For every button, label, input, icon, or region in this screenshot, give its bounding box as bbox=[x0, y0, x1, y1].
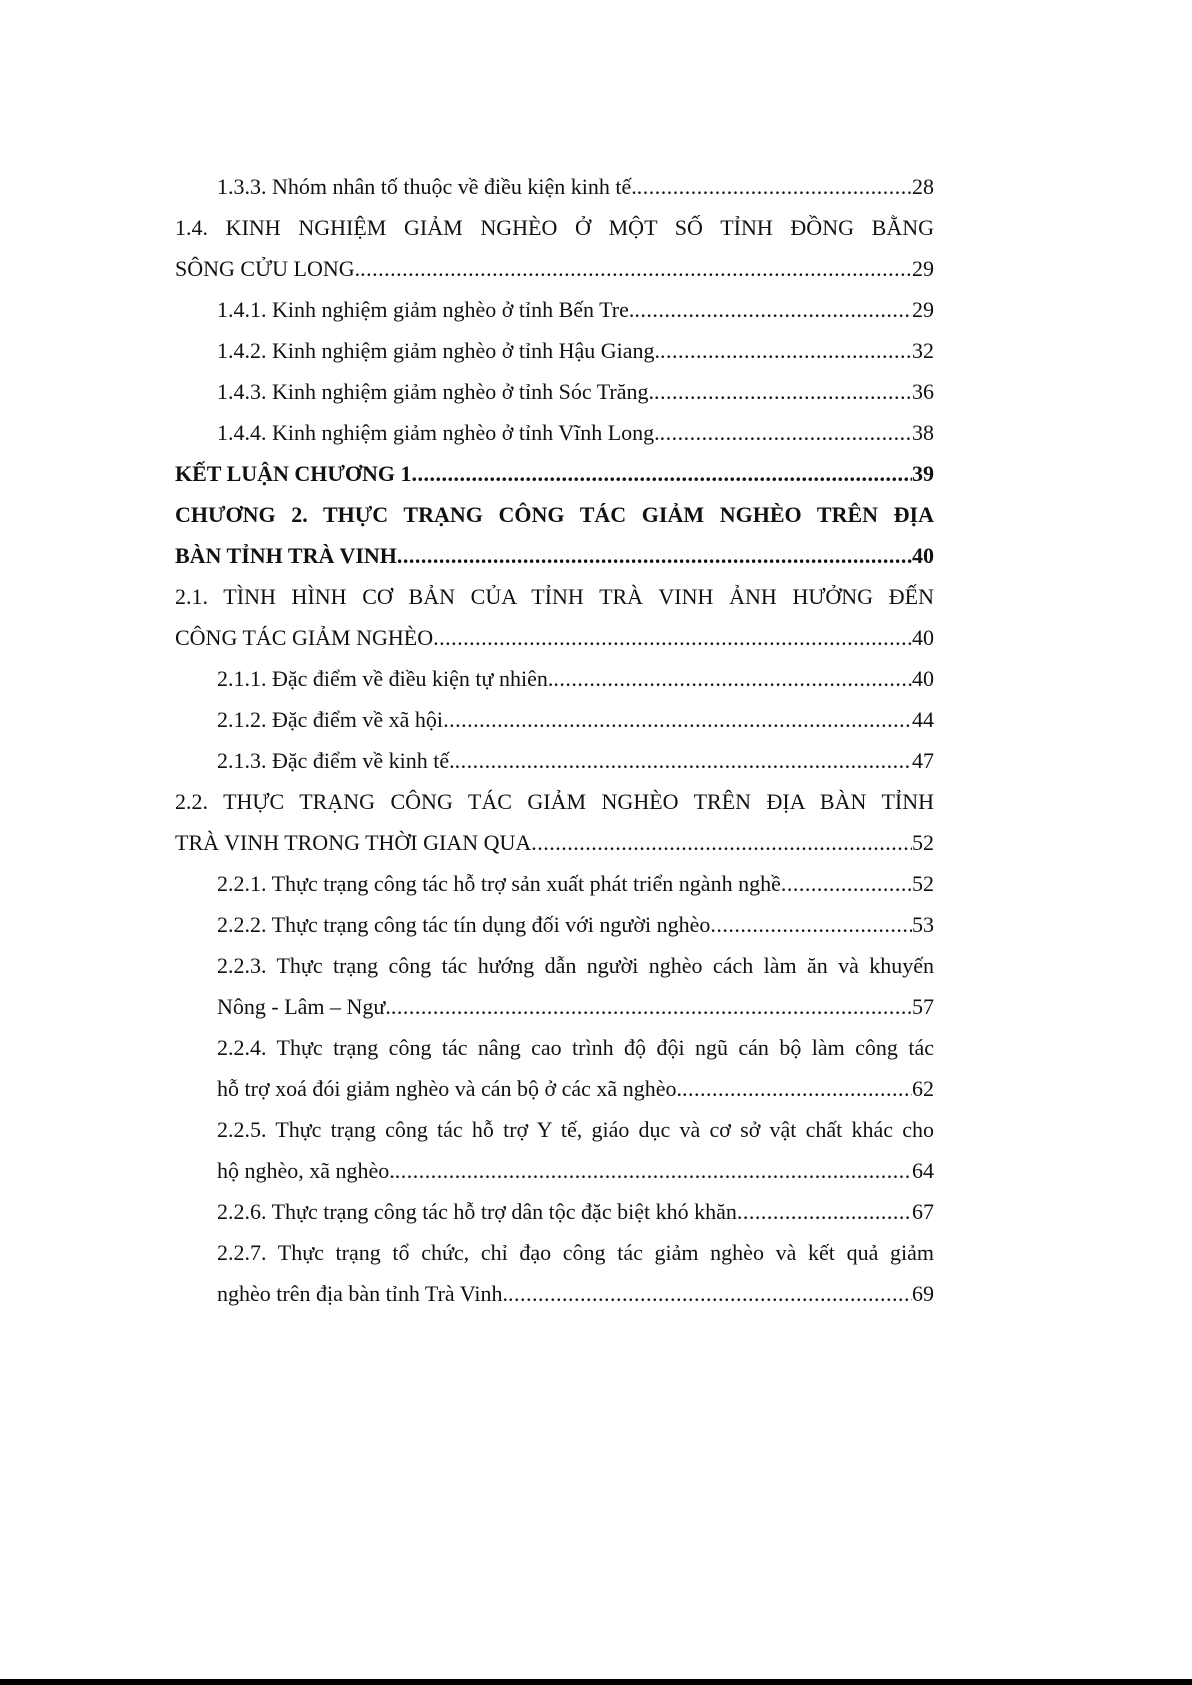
toc-entry bbox=[175, 1232, 934, 1273]
dot-leader bbox=[391, 986, 912, 1027]
toc-entry bbox=[175, 453, 934, 494]
toc-entry-page-number: 53 bbox=[912, 912, 934, 937]
toc-entry bbox=[175, 945, 934, 986]
toc-entry bbox=[175, 863, 934, 904]
toc-entry-page-number: 52 bbox=[912, 830, 934, 855]
toc-entry bbox=[175, 166, 934, 207]
toc-entry bbox=[175, 371, 934, 412]
toc-entry-page-number: 57 bbox=[912, 994, 934, 1019]
toc-entry-page-number: 28 bbox=[912, 174, 934, 199]
toc-entry-title: hỗ trợ xoá đói giảm nghèo và cán bộ ở các xã nghèo. bbox=[217, 1076, 682, 1101]
toc-entry-title: 2.2.6. Thực trạng công tác hỗ trợ dân tộc đặc biệt khó khăn bbox=[217, 1199, 737, 1224]
toc-entry bbox=[175, 576, 934, 617]
toc-entry-page-number: 40 bbox=[912, 543, 934, 568]
toc-entry bbox=[175, 781, 934, 822]
toc-entry bbox=[175, 330, 934, 371]
toc-entry-page-number: 69 bbox=[912, 1281, 934, 1306]
toc-entry-title: BÀN TỈNH TRÀ VINH bbox=[175, 543, 397, 568]
toc-entry bbox=[175, 1273, 934, 1314]
dot-leader bbox=[710, 904, 912, 945]
toc-entry-title: hộ nghèo, xã nghèo. bbox=[217, 1158, 395, 1183]
dot-leader bbox=[443, 699, 912, 740]
toc-entry-title: 1.4. KINH NGHIỆM GIẢM NGHÈO Ở MỘT SỐ TỈNH ĐỒNG BẰNG bbox=[175, 215, 934, 240]
toc-entry-title: TRÀ VINH TRONG THỜI GIAN QUA bbox=[175, 830, 532, 855]
toc-entry bbox=[175, 740, 934, 781]
toc-entry-title: 1.4.4. Kinh nghiệm giảm nghèo ở tỉnh Vĩnh Long. bbox=[217, 420, 660, 445]
toc-entry-page-number: 62 bbox=[912, 1076, 934, 1101]
toc-entry bbox=[175, 1068, 934, 1109]
toc-entry-title: 2.2. THỰC TRẠNG CÔNG TÁC GIẢM NGHÈO TRÊN ĐỊA BÀN TỈNH bbox=[175, 789, 934, 814]
toc-entry-title: 1.4.2. Kinh nghiệm giảm nghèo ở tỉnh Hậu Giang. bbox=[217, 338, 661, 363]
toc-entry-title: 2.2.1. Thực trạng công tác hỗ trợ sản xuất phát triển ngành nghề bbox=[217, 871, 781, 896]
toc-entry bbox=[175, 617, 934, 658]
toc-entry bbox=[175, 412, 934, 453]
toc-entry bbox=[175, 822, 934, 863]
dot-leader bbox=[637, 166, 912, 207]
toc-entry bbox=[175, 1027, 934, 1068]
dot-leader bbox=[682, 1068, 912, 1109]
toc-entry-title: CÔNG TÁC GIẢM NGHÈO bbox=[175, 625, 434, 650]
dot-leader bbox=[360, 248, 912, 289]
toc-entry-title: 2.1.3. Đặc điểm về kinh tế. bbox=[217, 748, 455, 773]
toc-entry-page-number: 64 bbox=[912, 1158, 934, 1183]
toc-entry bbox=[175, 494, 934, 535]
dot-leader bbox=[508, 1273, 912, 1314]
bottom-edge-rule bbox=[0, 1679, 1192, 1685]
toc-entry-page-number: 52 bbox=[912, 871, 934, 896]
toc-entry-page-number: 67 bbox=[912, 1199, 934, 1224]
toc-entry-page-number: 36 bbox=[912, 379, 934, 404]
toc-entry bbox=[175, 904, 934, 945]
dot-leader bbox=[455, 740, 912, 781]
toc-entry-title: 2.2.4. Thực trạng công tác nâng cao trình độ đội ngũ cán bộ làm công tác bbox=[217, 1035, 934, 1060]
toc-entry bbox=[175, 1150, 934, 1191]
toc-entry-page-number: 29 bbox=[912, 297, 934, 322]
toc-entry bbox=[175, 289, 934, 330]
toc-entry-title: KẾT LUẬN CHƯƠNG 1 bbox=[175, 461, 412, 486]
toc-entry-page-number: 47 bbox=[912, 748, 934, 773]
toc-entry-page-number: 38 bbox=[912, 420, 934, 445]
dot-leader bbox=[412, 453, 912, 494]
toc-entry-title: Nông - Lâm – Ngư. bbox=[217, 994, 391, 1019]
toc-entry bbox=[175, 207, 934, 248]
toc-entry bbox=[175, 1109, 934, 1150]
toc-entry bbox=[175, 699, 934, 740]
toc-entry-title: SÔNG CỬU LONG. bbox=[175, 256, 361, 281]
toc-entry bbox=[175, 658, 934, 699]
toc-entry-page-number: 40 bbox=[912, 666, 934, 691]
toc-entry-page-number: 44 bbox=[912, 707, 934, 732]
toc-entry-page-number: 40 bbox=[912, 625, 934, 650]
table-of-contents bbox=[175, 166, 934, 1314]
toc-entry bbox=[175, 248, 934, 289]
toc-entry bbox=[175, 1191, 934, 1232]
dot-leader bbox=[397, 535, 912, 576]
toc-entry-title: 2.2.7. Thực trạng tổ chức, chỉ đạo công tác giảm nghèo và kết quả giảm bbox=[217, 1240, 934, 1265]
dot-leader bbox=[433, 617, 912, 658]
toc-entry-page-number: 39 bbox=[912, 461, 934, 486]
dot-leader bbox=[737, 1191, 912, 1232]
toc-entry bbox=[175, 986, 934, 1027]
toc-entry-title: nghèo trên địa bàn tỉnh Trà Vinh. bbox=[217, 1281, 508, 1306]
toc-entry-title: 2.2.2. Thực trạng công tác tín dụng đối với người nghèo bbox=[217, 912, 711, 937]
toc-entry-page-number: 32 bbox=[912, 338, 934, 363]
toc-entry-title: 2.1. TÌNH HÌNH CƠ BẢN CỦA TỈNH TRÀ VINH ẢNH HƯỞNG ĐẾN bbox=[175, 584, 934, 609]
toc-entry-title: 1.4.3. Kinh nghiệm giảm nghèo ở tỉnh Sóc Trăng. bbox=[217, 379, 654, 404]
toc-entry-page-number: 29 bbox=[912, 256, 934, 281]
dot-leader bbox=[781, 863, 912, 904]
toc-entry-title: 2.1.1. Đặc điểm về điều kiện tự nhiên. bbox=[217, 666, 554, 691]
dot-leader bbox=[654, 371, 912, 412]
dot-leader bbox=[660, 330, 912, 371]
toc-entry-title: 2.1.2. Đặc điểm về xã hội bbox=[217, 707, 444, 732]
dot-leader bbox=[634, 289, 912, 330]
toc-entry-title: 1.3.3. Nhóm nhân tố thuộc về điều kiện kinh tế. bbox=[217, 174, 637, 199]
toc-entry-title: 1.4.1. Kinh nghiệm giảm nghèo ở tỉnh Bến Tre. bbox=[217, 297, 635, 322]
dot-leader bbox=[395, 1150, 912, 1191]
toc-entry bbox=[175, 535, 934, 576]
dot-leader bbox=[531, 822, 912, 863]
toc-entry-title: 2.2.5. Thực trạng công tác hỗ trợ Y tế, giáo dục và cơ sở vật chất khác cho bbox=[217, 1117, 934, 1142]
dot-leader bbox=[553, 658, 912, 699]
toc-entry-title: 2.2.3. Thực trạng công tác hướng dẫn người nghèo cách làm ăn và khuyến bbox=[217, 953, 934, 978]
toc-entry-title: CHƯƠNG 2. THỰC TRẠNG CÔNG TÁC GIẢM NGHÈO TRÊN ĐỊA bbox=[175, 502, 934, 527]
dot-leader bbox=[660, 412, 912, 453]
